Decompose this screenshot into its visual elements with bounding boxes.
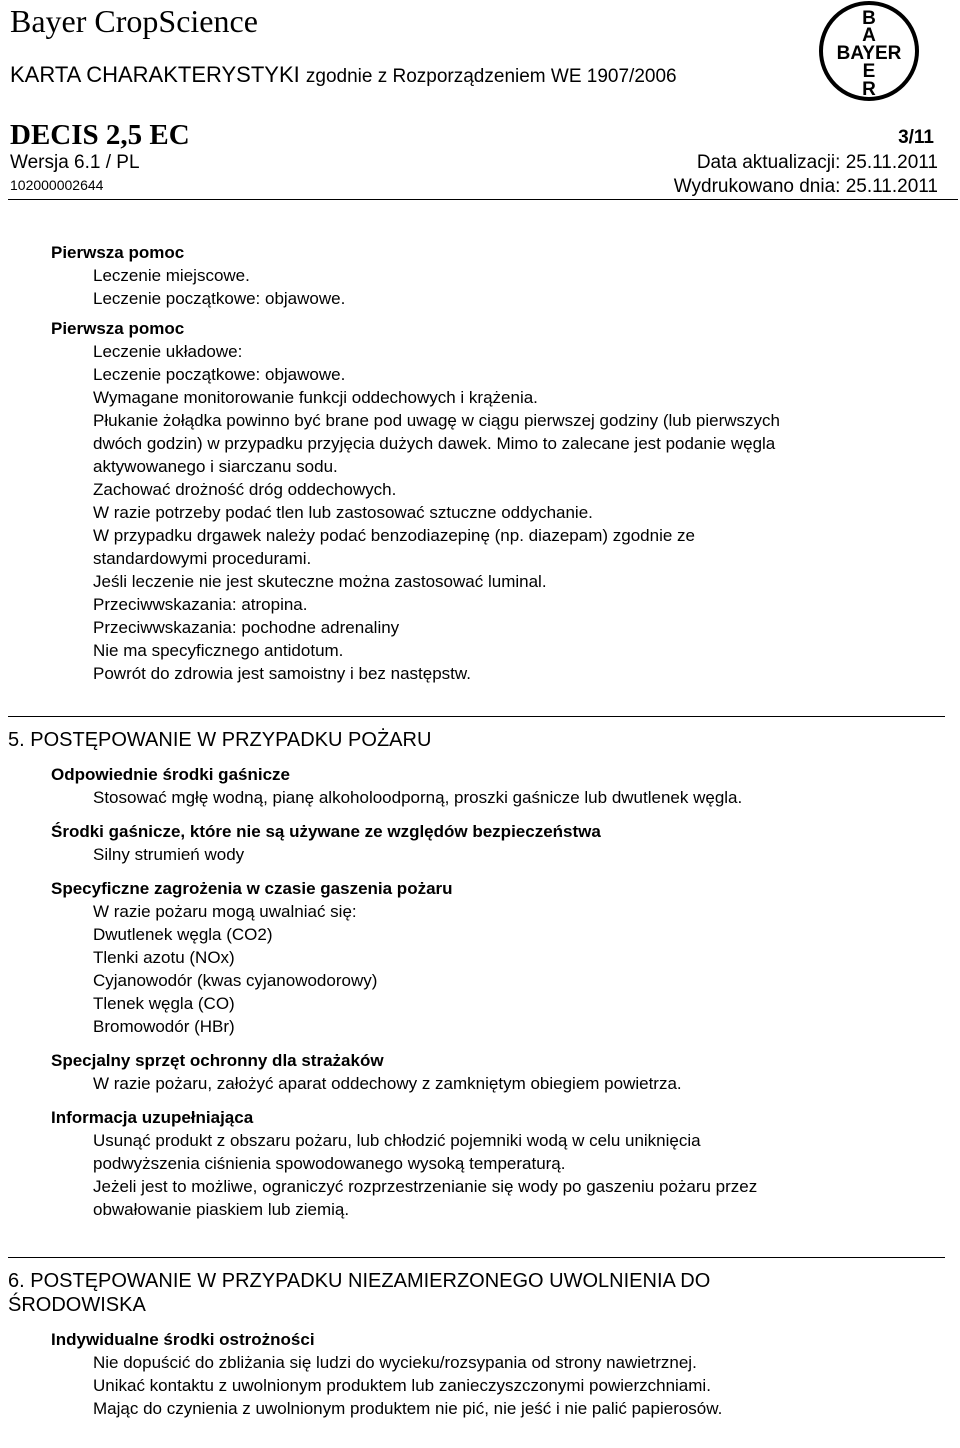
text-line: Tlenek węgla (CO) bbox=[93, 994, 235, 1013]
text-line: obwałowanie piaskiem lub ziemią. bbox=[93, 1200, 350, 1219]
svg-text:E: E bbox=[862, 61, 876, 82]
block-title: Środki gaśnicze, które nie są używane ze względów bezpieczeństwa bbox=[51, 822, 601, 841]
text-line: Leczenie układowe: bbox=[93, 342, 243, 361]
document-type: KARTA CHARAKTERYSTYKI bbox=[10, 62, 300, 87]
text-line: W razie pożaru, założyć aparat oddechowy z zamkniętym obiegiem powietrza. bbox=[93, 1074, 682, 1093]
company-name: Bayer CropScience bbox=[10, 3, 258, 39]
text-line: Zachować drożność dróg oddechowych. bbox=[93, 480, 397, 499]
text-line: podwyższenia ciśnienia spowodowanego wysoką temperaturą. bbox=[93, 1154, 566, 1173]
text-line: Leczenie miejscowe. bbox=[93, 266, 250, 285]
text-line: Nie ma specyficznego antidotum. bbox=[93, 641, 344, 660]
document-title bbox=[10, 62, 677, 90]
text-line: Cyjanowodór (kwas cyjanowodorowy) bbox=[93, 971, 378, 990]
text-line: Jeżeli jest to możliwe, ograniczyć rozprzestrzenianie się wody po gaszeniu pożaru przez bbox=[93, 1177, 758, 1196]
text-line: Płukanie żołądka powinno być brane pod uwagę w ciągu pierwszej godziny (lub pierwszych bbox=[93, 411, 780, 430]
version-label: Wersja 6.1 / PL bbox=[10, 152, 140, 173]
text-line: W przypadku drgawek należy podać benzodiazepinę (np. diazepam) zgodnie ze bbox=[93, 526, 695, 545]
text-line: W razie pożaru mogą uwalniać się: bbox=[93, 902, 357, 921]
section-6-title-continued: ŚRODOWISKA bbox=[8, 1294, 146, 1316]
revision-date: Data aktualizacji: 25.11.2011 bbox=[696, 152, 938, 173]
print-date: Wydrukowano dnia: 25.11.2011 bbox=[673, 176, 938, 197]
text-line: dwóch godzin) w przypadku przyjęcia dużych dawek. Mimo to zalecane jest podanie węgla bbox=[93, 434, 776, 453]
block-title: Informacja uzupełniająca bbox=[51, 1108, 254, 1127]
section-6-title: 6. POSTĘPOWANIE W PRZYPADKU NIEZAMIERZONEGO UWOLNIENIA DO bbox=[8, 1270, 711, 1292]
text-line: Usunąć produkt z obszaru pożaru, lub chłodzić pojemniki wodą w celu uniknięcia bbox=[93, 1131, 701, 1150]
first-aid-title: Pierwsza pomoc bbox=[51, 243, 185, 262]
block-title: Specyficzne zagrożenia w czasie gaszenia pożaru bbox=[51, 879, 453, 898]
text-line: Wymagane monitorowanie funkcji oddechowych i krążenia. bbox=[93, 388, 538, 407]
text-line: Silny strumień wody bbox=[93, 845, 245, 864]
text-line: Mając do czynienia z uwolnionym produktem nie pić, nie jeść i nie palić papierosów. bbox=[93, 1399, 723, 1418]
text-line: Przeciwwskazania: pochodne adrenaliny bbox=[93, 618, 400, 637]
block-title: Indywidualne środki ostrożności bbox=[51, 1330, 315, 1349]
svg-text:R: R bbox=[862, 79, 876, 100]
page-number: 3/11 bbox=[898, 127, 934, 148]
text-line: Bromowodór (HBr) bbox=[93, 1017, 235, 1036]
text-line: aktywowanego i siarczanu sodu. bbox=[93, 457, 338, 476]
text-line: Nie dopuścić do zbliżania się ludzi do wycieku/rozsypania od strony nawietrznej. bbox=[93, 1353, 697, 1372]
block-title: Odpowiednie środki gaśnicze bbox=[51, 765, 290, 784]
document-body bbox=[0, 242, 960, 1420]
svg-text:BAYER: BAYER bbox=[836, 43, 902, 64]
text-line: Tlenki azotu (NOx) bbox=[93, 948, 235, 967]
text-line: Jeśli leczenie nie jest skuteczne można zastosować luminal. bbox=[93, 572, 547, 591]
text-line: Dwutlenek węgla (CO2) bbox=[93, 925, 273, 944]
text-line: standardowymi procedurami. bbox=[93, 549, 312, 568]
text-line: Powrót do zdrowia jest samoistny i bez następstw. bbox=[93, 664, 471, 683]
regulation-reference: zgodnie z Rozporządzeniem WE 1907/2006 bbox=[305, 66, 677, 87]
product-name: DECIS 2,5 EC bbox=[10, 119, 190, 151]
svg-text:A: A bbox=[862, 25, 876, 46]
text-line: Leczenie początkowe: objawowe. bbox=[93, 365, 346, 384]
text-line: Stosować mgłę wodną, pianę alkoholoodporną, proszki gaśnicze lub dwutlenek węgla. bbox=[93, 788, 743, 807]
text-line: Unikać kontaktu z uwolnionym produktem lub zanieczyszczonymi powierzchniami. bbox=[93, 1376, 711, 1395]
header-divider bbox=[8, 199, 958, 200]
text-line: Przeciwwskazania: atropina. bbox=[93, 595, 308, 614]
block-title: Specjalny sprzęt ochronny dla strażaków bbox=[51, 1051, 384, 1070]
text-line: Leczenie początkowe: objawowe. bbox=[93, 289, 346, 308]
svg-text:B: B bbox=[862, 8, 876, 29]
first-aid-title: Pierwsza pomoc bbox=[51, 319, 185, 338]
section-5-title: 5. POSTĘPOWANIE W PRZYPADKU POŻARU bbox=[8, 729, 432, 751]
bayer-cross-logo bbox=[818, 0, 920, 102]
text-line: W razie potrzeby podać tlen lub zastosować sztuczne oddychanie. bbox=[93, 503, 593, 522]
product-code: 102000002644 bbox=[10, 177, 104, 193]
